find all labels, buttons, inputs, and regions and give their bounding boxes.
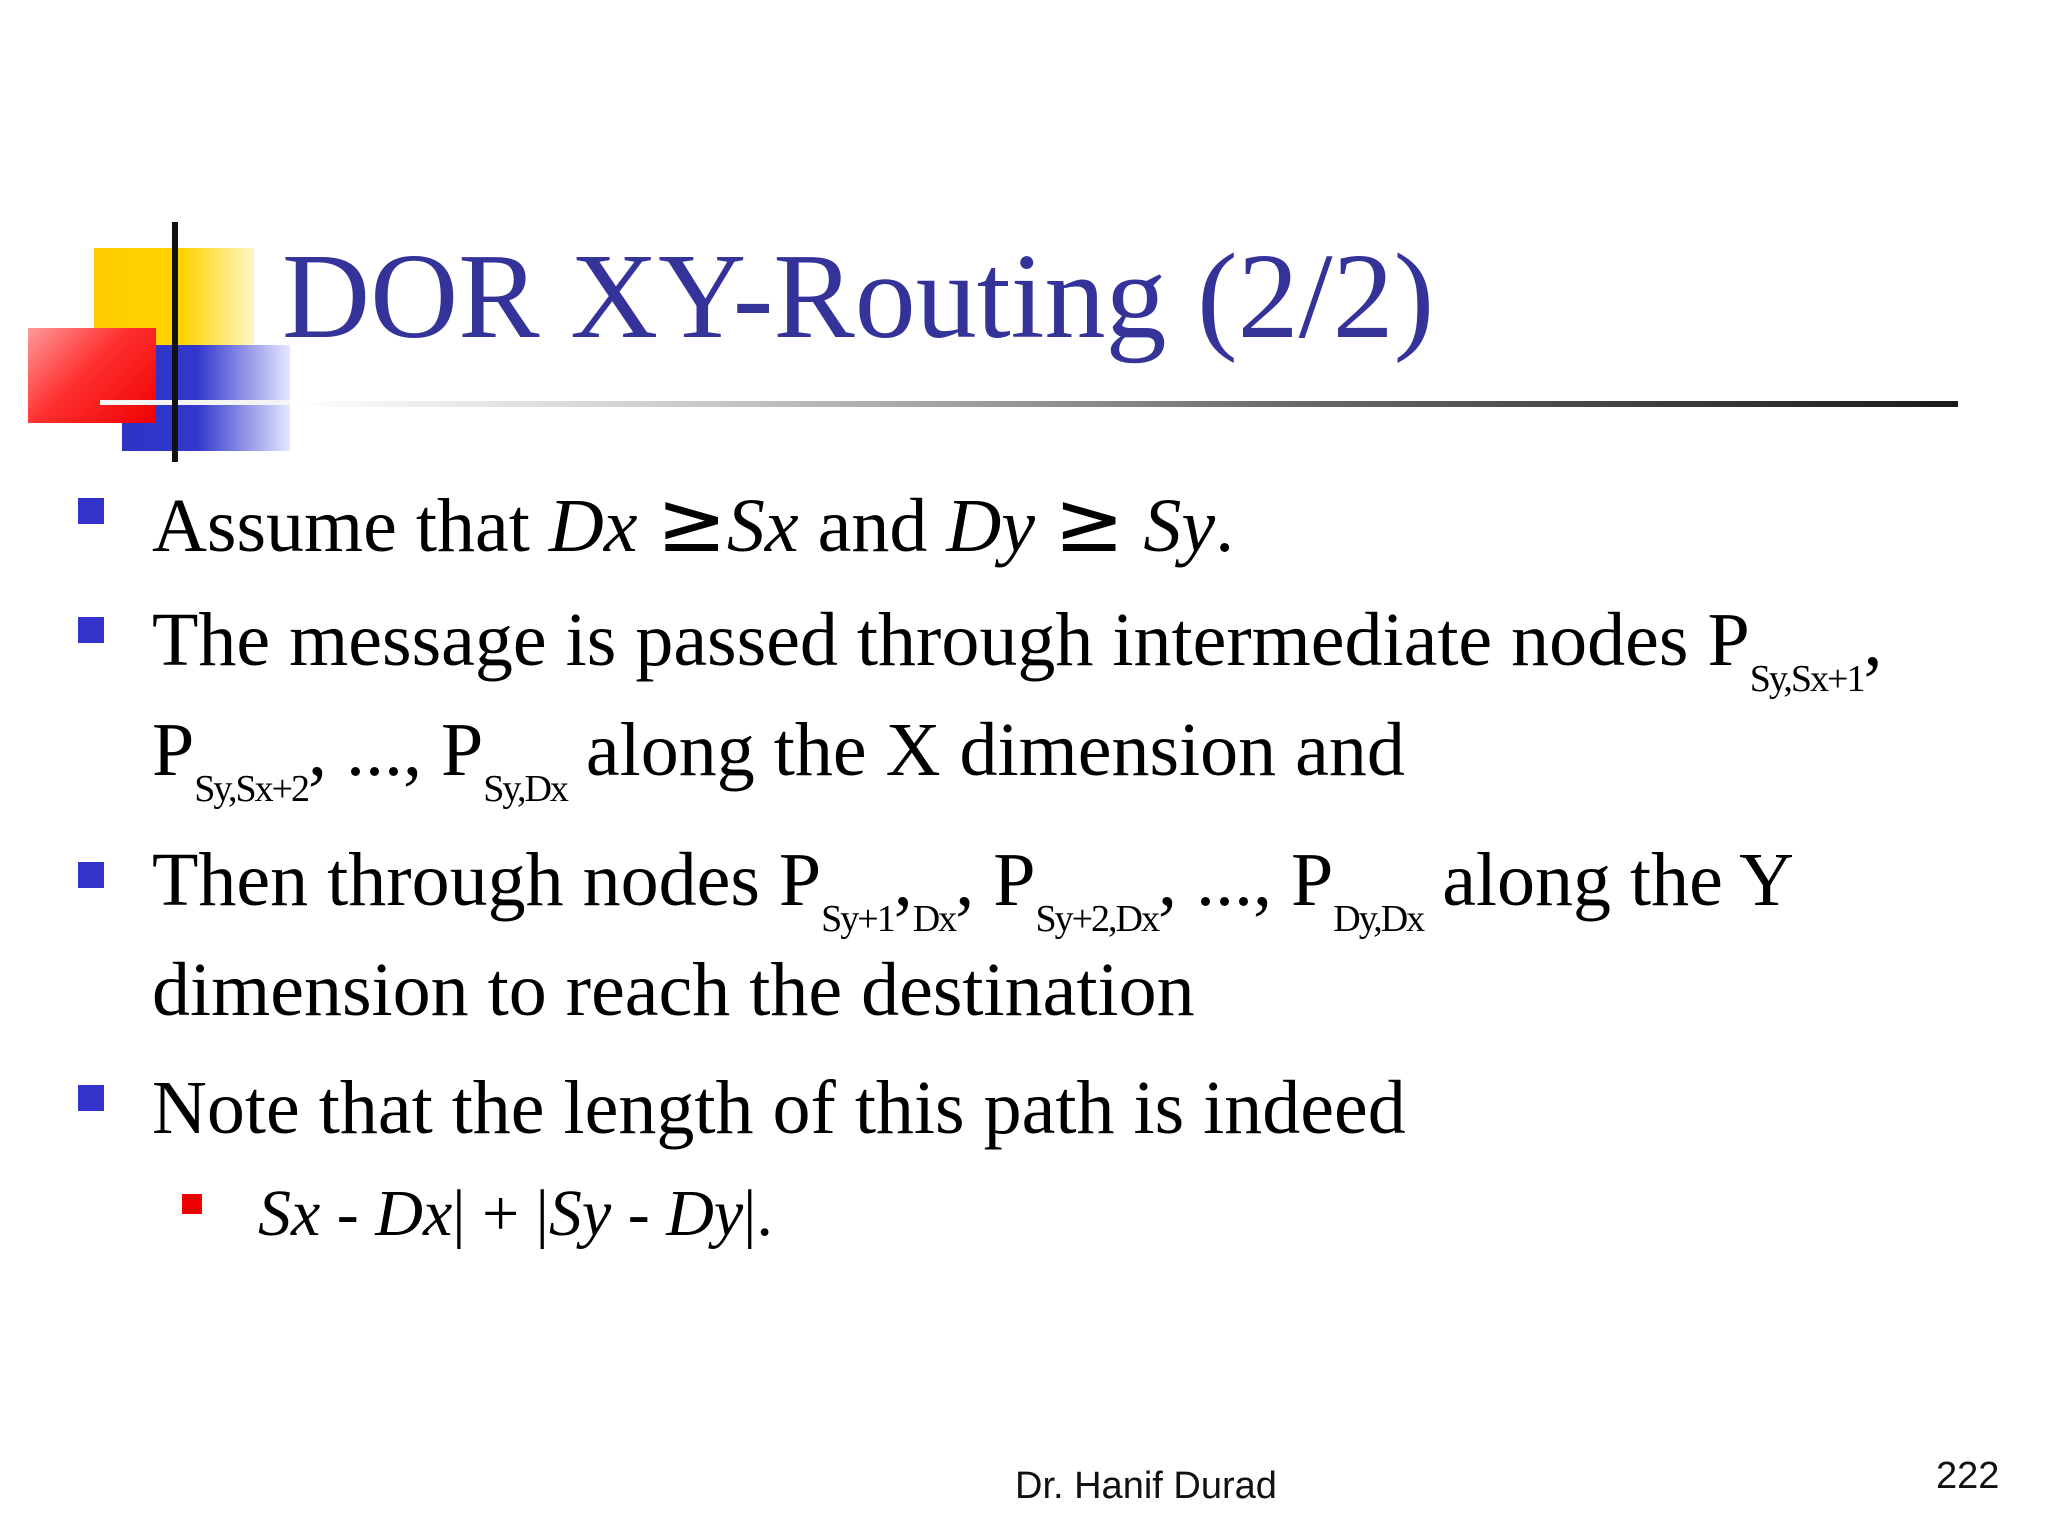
var-sx: Sx (726, 484, 799, 568)
bullet-marker (78, 498, 104, 524)
sub-bullet-1 (258, 1170, 773, 1258)
page-number: 222 (1936, 1455, 2000, 1497)
ellipsis-text: , ..., P (308, 708, 484, 792)
var-sy: Sy (1143, 484, 1216, 568)
bullet-2-line-1 (152, 596, 1883, 700)
period: . (1215, 484, 1235, 568)
var-sx: Sx (258, 1177, 321, 1250)
bullet-2-tail: along the X dimension and (566, 708, 1405, 792)
geq-symbol: ≥ (656, 473, 727, 571)
logo-red-square (28, 328, 156, 423)
bullet-1 (152, 473, 1235, 571)
minus: - (320, 1177, 376, 1250)
subscript: Dy,Dx (1333, 898, 1424, 940)
subscript: Sy+2,Dx (1035, 898, 1158, 940)
bullet-4 (152, 1064, 1406, 1152)
bullet-3-tail: along the Y (1423, 838, 1794, 922)
minus: - (611, 1177, 667, 1250)
bullet-2-text: The message is passed through intermediate nodes P (152, 598, 1750, 682)
subscript: Sy,Sx+2 (194, 768, 309, 810)
ellipsis-text: , ..., P (1157, 838, 1334, 922)
var-dx: Dx (375, 1177, 453, 1250)
logo-divider (100, 400, 290, 405)
bullet-1-text: Assume that (152, 484, 549, 568)
bullet-3-line-1 (152, 836, 1794, 940)
var-dy: Dy (666, 1177, 744, 1250)
comma: , (1863, 598, 1883, 682)
abs-end: |. (743, 1177, 773, 1250)
abs-plus: | + | (452, 1177, 549, 1250)
geq-symbol: ≥ (1053, 473, 1125, 571)
subscript: Dx (912, 898, 956, 940)
node-p: P (152, 708, 195, 792)
bullet-marker (78, 1085, 104, 1111)
bullet-2-line-2 (152, 706, 1405, 810)
subscript: Sy,Sx+1 (1749, 658, 1864, 700)
bullet-marker (78, 617, 104, 643)
bullet-3-continuation: dimension to reach the destination (152, 948, 1195, 1032)
title-underline (290, 401, 1958, 407)
bullet-4-text: Note that the length of this path is indeed (152, 1066, 1406, 1150)
var-dy: Dy (946, 484, 1035, 568)
bullet-marker (78, 862, 104, 888)
bullet-3-line-2 (152, 946, 1195, 1034)
var-dx: Dx (548, 484, 638, 568)
subscript: Sy+1 (821, 898, 894, 940)
footer-author: Dr. Hanif Durad (1015, 1465, 1277, 1507)
sub-bullet-marker (182, 1194, 202, 1214)
subscript: Sy,Dx (483, 768, 567, 810)
logo-vertical-line (172, 222, 178, 462)
slide-title: DOR XY-Routing (2/2) (282, 229, 1435, 364)
node-p-text: , P (955, 838, 1036, 922)
bullet-1-and: and (798, 484, 947, 568)
var-sy: Sy (548, 1177, 612, 1250)
comma: , (893, 838, 913, 922)
bullet-3-text: Then through nodes P (152, 838, 822, 922)
